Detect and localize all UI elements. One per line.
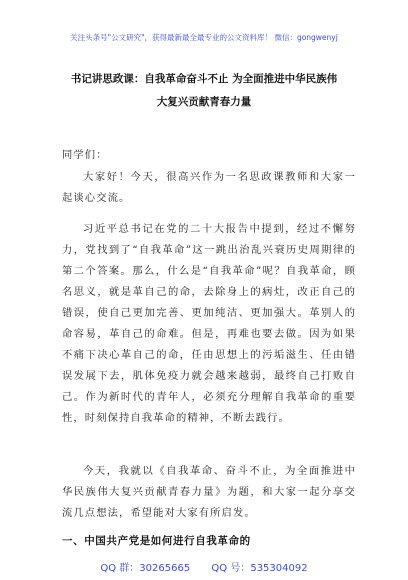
page-header-banner: 关注头条号"公文研究"，获得最新最全最专业的公文资料库！ 微信：gongwenyj [70,33,338,42]
body-paragraph-3: 今天，我就以《自我革命、奋斗不止，为全面推进中华民族伟大复兴贡献青春力量》为题，和大家一起分享交流几点想法，希望能对大家有所启发。 [62,465,356,519]
greeting: 同学们： [62,149,108,161]
document-title-line-1: 书记讲思政课：自我革命奋斗不止 为全面推进中华民族伟 [70,73,338,85]
section-heading-1: 一、中国共产党是如何进行自我革命的 [62,535,251,547]
body-paragraph-2: 习近平总书记在党的二十大报告中提到，经过不懈努力，党找到了“自我革命”这一跳出治乱兴衰历史周期律的第二个答案。那么，什么是“自我革命”呢？自我革命，顾名思义，就是革自己的命，去除身上的病灶，改正自己的错误，使自己更加完善、更加纯洁、更加强大。革别人的命容易，革自己的命难。但是，再难也要去做。因为如果不痛下决心革自己的命，任由思想上的污垢滋生、任由错误发展下去，肌体免疫力就会越来越弱，最终自己打败自己。作为新时代的青年人，必须充分理解自我革命的重要性，时刻保持自我革命的精神，不断去践行。 [62,223,356,424]
footer-qq-number: QQ 号：535304092 [211,563,308,574]
document-title-line-2: 大复兴贡献青春力量 [156,96,252,108]
page-footer [0,559,408,574]
footer-qq-group: QQ 群：30265665 [100,563,191,574]
body-paragraph-1: 大家好！今天，很高兴作为一名思政课教师和大家一起谈心交流。 [62,171,356,204]
